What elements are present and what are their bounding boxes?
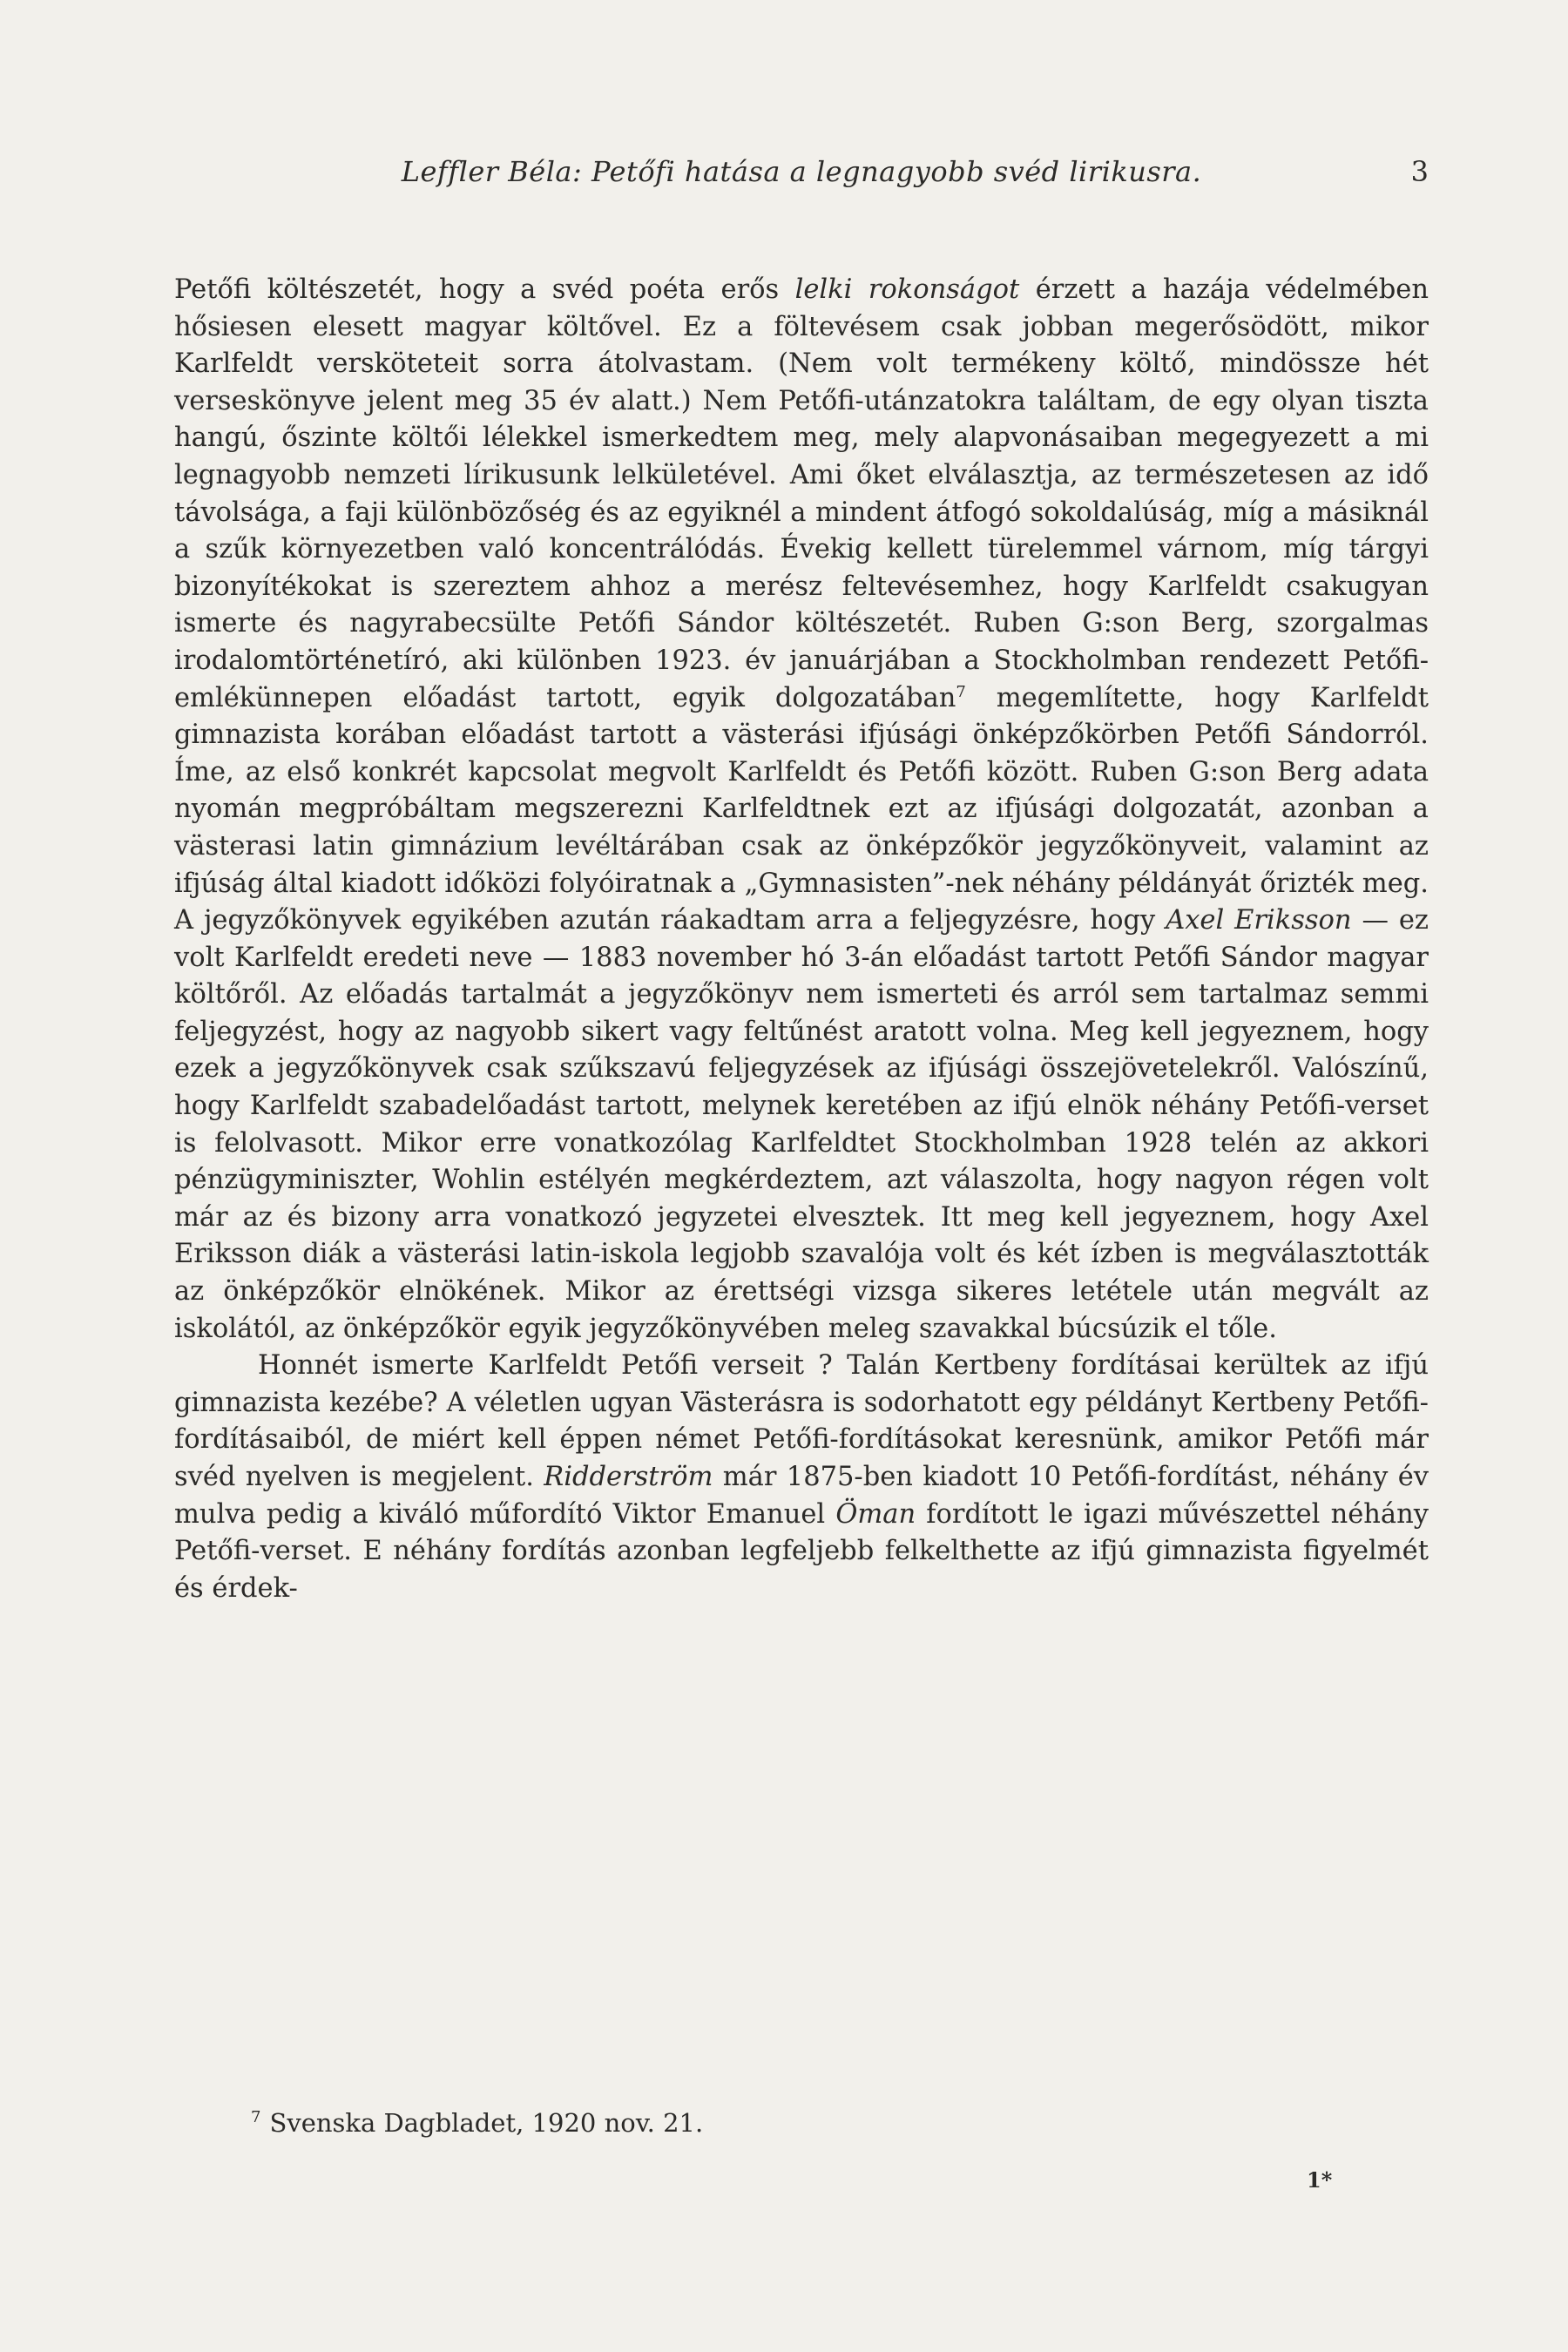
- emphasis-ridderstrom: Ridderström: [544, 1462, 713, 1492]
- body-text: [174, 272, 1429, 1607]
- footnote-text: Svenska Dagbladet, 1920 nov. 21.: [269, 2108, 704, 2138]
- emphasis-axel-eriksson: Axel Eriksson: [1166, 905, 1352, 936]
- footnote-7: [174, 2108, 1429, 2138]
- signature-mark: 1*: [1307, 2167, 1333, 2193]
- emphasis-oman: Öman: [835, 1498, 916, 1530]
- page-number: 3: [1410, 155, 1429, 188]
- paragraph-1-part-2: érzett a hazája védelmében hősiesen elesett magyar költővel. Ez a föltevésem csak jobban megerősödött, mikor Karlfeldt versköteteit sorra átolvastam. (Nem volt termékeny költő, mindössze hét verseskönyve jelent meg 35 év alatt.) Nem Petőfi-utánzatokra találtam, de egy olyan tiszta hangú, őszinte költői lélekkel ismerkedtem meg, mely alapvonásaiban megegyezett a mi legnagyobb nemzeti lírikusunk lelkületével. Ami őket elválasztja, az természetesen az idő távolsága, a faji különbözőség és az egyiknél a mindent átfogó sokoldalúság, míg a másiknál a szűk környezetben való koncentrálódás. Évekig kellett türelemmel várnom, míg tárgyi bizonyítékokat is szereztem ahhoz a merész feltevésemhez, hogy Karlfeldt csakugyan ismerte és nagyrabecsülte Petőfi Sándor költészetét. Ruben G:son Berg, szorgalmas irodalomtörténetíró, aki különben 1923. év januárjában a Stockholmban rendezett Petőfi-emlékünnepen előadást tartott, egyik dolgozatában: [174, 274, 1429, 713]
- footnotes: [174, 2108, 1429, 2138]
- paragraph-1-part-3: megemlítette, hogy Karlfeldt gimnazista korában előadást tartott a västerási ifjúsági önképzőkörben Petőfi Sándorról. Íme, az első konkrét kapcsolat megvolt Karlfeldt és Petőfi között. Ruben G:son Berg adata nyomán megpróbáltam megszerezni Karlfeldtnek ezt az ifjúsági dolgozatát, azonban a västerasi latin gimnázium levéltárában csak az önképzőkör jegyzőkönyveit, valamint az ifjúság által kiadott időközi folyóiratnak a „Gymnasisten”-nek néhány példányát őrizték meg. A jegyzőkönyvek egyikében azután ráakadtam arra a feljegyzésre, hogy: [174, 682, 1429, 936]
- paragraph-1-part-1: Petőfi költészetét, hogy a svéd poéta erős: [174, 274, 795, 305]
- footnote-number: 7: [251, 2108, 261, 2127]
- paragraph-2-part-1: Honnét ismerte Karlfeldt Petőfi verseit ? Talán Kertbeny fordításai kerültek az ifjú gimnazista kezébe? A véletlen ugyan Västerásra is sodorhatott egy példányt Kertbeny Petőfi-fordításaiból, de miért kell éppen német Petőfi-fordításokat keresnünk, amikor Petőfi már svéd nyelven is megjelent.: [174, 1350, 1429, 1492]
- paragraph-1-part-4: — ez volt Karlfeldt eredeti neve — 1883 november hó 3-án előadást tartott Petőfi Sándor magyar költőről. Az előadás tartalmát a jegyzőkönyv nem ismerteti és arról sem tartalmaz semmi feljegyzést, hogy az nagyobb sikert vagy feltűnést aratott volna. Meg kell jegyeznem, hogy ezek a jegyzőkönyvek csak szűkszavú feljegyzések az ifjúsági összejövetelekről. Valószínű, hogy Karlfeldt szabadelőadást tartott, melynek keretében az ifjú elnök néhány Petőfi-verset is felolvasott. Mikor erre vonatkozólag Karlfeldtet Stockholmban 1928 telén az akkori pénzügyminiszter, Wohlin estélyén megkérdeztem, azt válaszolta, hogy nagyon régen volt már az és bizony arra vonatkozó jegyzetei elvesztek. Itt meg kell jegyeznem, hogy Axel Eriksson diák a västerási latin-iskola legjobb szavalója volt és két ízben is megválasztották az önképzőkör elnökének. Mikor az érettségi vizsga sikeres letétele után megvált az iskolától, az önképzőkör egyik jegyzőkönyvében meleg szavakkal búcsúzik el tőle.: [174, 905, 1429, 1344]
- page-header: [174, 155, 1429, 193]
- running-title: Leffler Béla: Petőfi hatása a legnagyobb svéd lirikusra.: [401, 155, 1202, 188]
- paragraph-2-part-3: fordított le igazi művészettel néhány Petőfi-verset. E néhány fordítás azonban legfeljebb felkelthette az ifjú gimnazista figyelmét és érdek-: [174, 1498, 1429, 1604]
- emphasis-lelki-rokonsagot: lelki rokonságot: [794, 274, 1020, 305]
- paragraph-2: [174, 1348, 1429, 1607]
- footnote-reference: 7: [956, 682, 966, 701]
- paragraph-1: [174, 272, 1429, 1348]
- paragraph-2-part-2: már 1875-ben kiadott 10 Petőfi-fordítást, néhány év mulva pedig a kiváló műfordító Viktor Emanuel: [174, 1462, 1429, 1530]
